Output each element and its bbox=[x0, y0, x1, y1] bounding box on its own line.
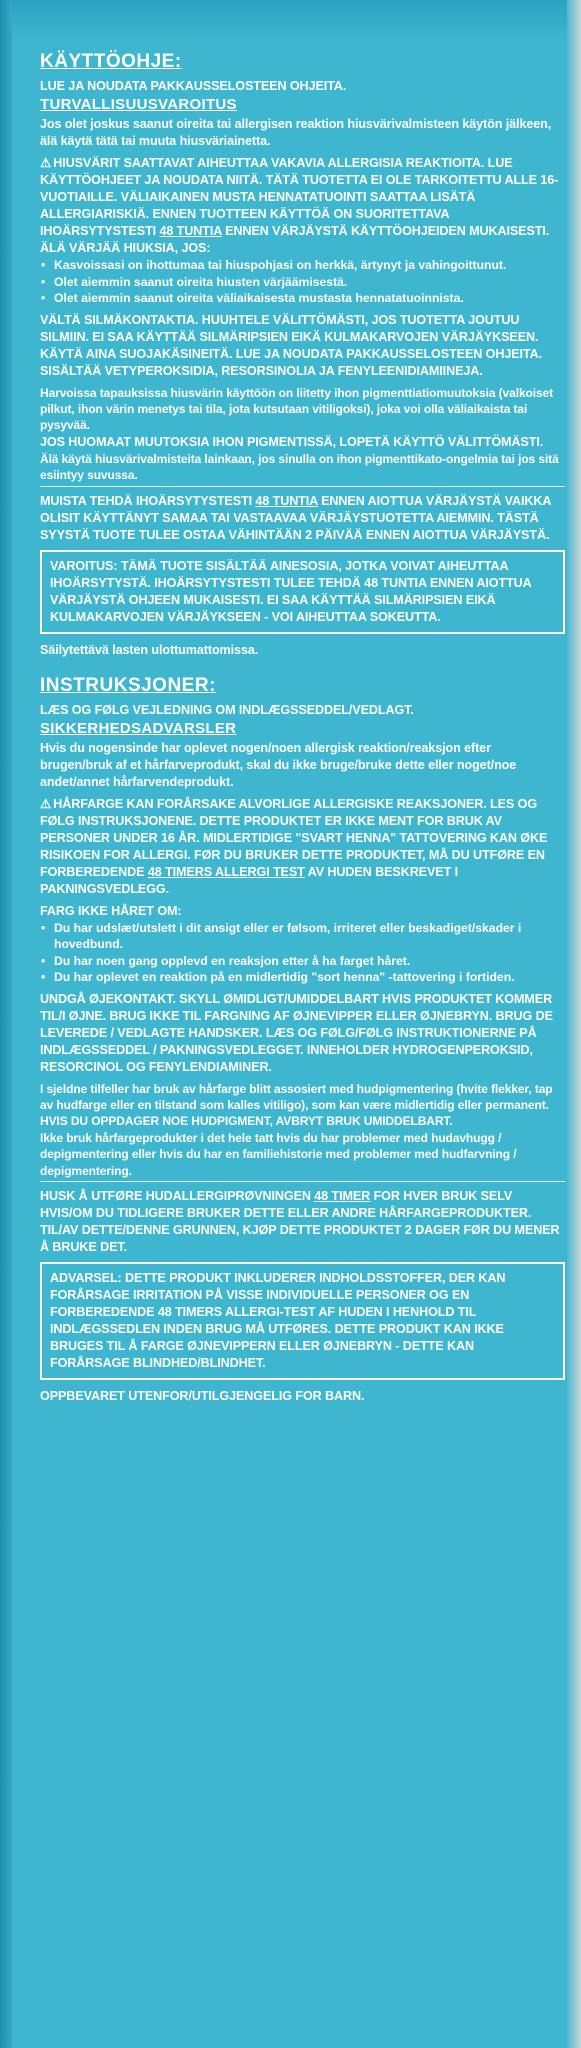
list-item: • Du har oplevet en reaktion på en midlertidig "sort henna" -tattovering i fortiden. bbox=[54, 969, 565, 986]
finnish-box-warning-text: VAROITUS: TÄMÄ TUOTE SISÄLTÄÄ AINESOSIA, JOTKA VOIVAT AIHEUTTAA IHOÄRSYTYSTÄ. IHOÄRSYTYSTESTI TULEE TEHDÄ 48 TUNTIA ENNEN AIOTTUA VÄRJÄYSTÄ OHJEEN MUKAISESTI. EI SAA KÄYTTÄÄ SILMÄRIPSIEN EIKÄ KULMAKARVOJEN VÄRJÄYKSEEN - VOI AIHEUTTAA SOKEUTTA. bbox=[50, 558, 532, 624]
list-item: • Olet aiemmin saanut oireita väliaikaisesta mustasta hennatatuoinnista. bbox=[54, 290, 565, 307]
finnish-remember-paragraph: MUISTA TEHDÄ IHOÄRSYTYSTESTI 48 TUNTIA ENNEN AIOTTUA VÄRJÄYSTÄ VAIKKA OLISIT KÄYTTÄNYT SAMAA TAI VASTAAVAA VÄRJÄYSTUOTETTA AIEMMIN. TÄSTÄ SYYSTÄ TUOTE TULEE OSTAA VÄHINTÄÄN 2 PÄIVÄÄ ENNEN AIOTTUA VÄRJÄYSTÄ. bbox=[40, 493, 551, 542]
finnish-do-not-color-list bbox=[40, 257, 565, 307]
package-right-edge bbox=[567, 0, 581, 2048]
finnish-pigment-advice: Älä käytä hiusvärivalmisteita lainkaan, jos sinulla on ihon pigmenttikato-ongelmia tai jos sitä esiintyy suvussa. bbox=[40, 451, 559, 483]
finnish-pigment-paragraph: Harvoissa tapauksissa hiusvärin käyttöön on liitetty ihon pigmenttiatiomuutoksia (valkoiset pilkut, ihon värin menetys tai tila, jota kutsutaan vitiligoksi), joka voi olla väliaikaista tai pysyvää. bbox=[40, 385, 554, 433]
package-top-edge bbox=[0, 0, 581, 40]
list-item: • Du har noen gang opplevd en reaksjon etter å ha farget håret. bbox=[54, 953, 565, 970]
norwegian-allergy-paragraph: Hvis du nogensinde har oplevet nogen/noen allergisk reaktion/reaksjon efter brugen/bruk af et hårfarveprodukt, skal du ikke bruge/bruke dette eller noget/noe andet/annet hårfarvendeprodukt. bbox=[40, 740, 517, 789]
finnish-section bbox=[40, 50, 565, 659]
finnish-safety-heading: TURVALLISUUSVAROITUS bbox=[40, 96, 237, 113]
finnish-warning-box bbox=[40, 550, 565, 634]
norwegian-safety-heading: SIKKERHEDSADVARSLER bbox=[40, 719, 237, 737]
list-item: • Kasvoissasi on ihottumaa tai hiuspohjasi on herkkä, ärtynyt ja vahingoittunut. bbox=[54, 257, 565, 274]
divider bbox=[40, 486, 565, 487]
norwegian-box-warning-text: ADVARSEL: DETTE PRODUKT INKLUDERER INDHOLDSSTOFFER, DER KAN FORÅRSAGE IRRITATION PÅ VISSE INDIVIDUELLE PERSONER OG EN FORBEREDENDE 48 TIMERS ALLERGI-TEST AF HUDEN I HENHOLD TIL INDLÆGSSEDLEN INDEN BRUG MÅ UTFØRES. DETTE PRODUKT KAN IKKE BRUGES TIL Å FARGE ØJNEVIPPERN ELLER ØJNEBRYN - DETTE KAN FORÅRSAGE BLINDHED/BLINDHET. bbox=[50, 1270, 506, 1370]
list-item: • Olet aiemmin saanut oireita hiusten värjäämisestä. bbox=[54, 274, 565, 291]
norwegian-remember-paragraph: HUSK Å UTFØRE HUDALLERGIPRØVNINGEN 48 TIMER FOR HVER BRUK SELV HVIS/OM DU TIDLIGERE BRUKER DETTE ELLER ANDRE HÅRFARGEPRODUKTER. TIL/AV DETTE/DENNE GRUNNEN, KJØP DETTE PRODUKTET 2 DAGER FØR DU MENER Å BRUKE DET. bbox=[40, 1188, 560, 1254]
package-left-edge bbox=[0, 0, 12, 2048]
warning-icon: ⚠ bbox=[40, 156, 52, 170]
norwegian-do-not-color-list bbox=[40, 920, 565, 986]
norwegian-read-instructions: LÆS OG FØLG VEJLEDNING OM INDLÆGSSEDDEL/VEDLAGT. bbox=[40, 702, 414, 717]
finnish-warning-paragraph: ⚠ HIUSVÄRIT SAATTAVAT AIHEUTTAA VAKAVIA ALLERGISIA REAKTIOITA. LUE KÄYTTÖOHJEET JA NOUDATA NIITÄ. TÄTÄ TUOTETTA EI OLE TARKOITETTU ALLE 16-VUOTIAILLE. VÄLIAIKAINEN MUSTA HENNATATUOINTI SAATTAA LISÄTÄ ALLERGIARISKIÄ. ENNEN TUOTTEEN KÄYTTÖÄ ON SUORITETTAVA IHOÄRSYTYSTESTI 48 TUNTIA ENNEN VÄRJÄYSTÄ KÄYTTÖOHJEIDEN MUKAISESTI. bbox=[40, 156, 559, 238]
finnish-read-instructions: LUE JA NOUDATA PAKKAUSSELOSTEEN OHJEITA. bbox=[40, 79, 347, 93]
norwegian-heading: INSTRUKSJONER: bbox=[40, 674, 216, 696]
divider bbox=[40, 1181, 565, 1182]
finnish-pigment-stop: JOS HUOMAAT MUUTOKSIA IHON PIGMENTISSÄ, LOPETÄ KÄYTTÖ VÄLITTÖMÄSTI. bbox=[40, 434, 544, 449]
norwegian-do-not-color-heading: FARG IKKE HÅRET OM: bbox=[40, 903, 182, 918]
warning-icon: ⚠ bbox=[40, 796, 52, 811]
finnish-do-not-color-heading: ÄLÄ VÄRJÄÄ HIUKSIA, JOS: bbox=[40, 241, 211, 255]
instructions-panel bbox=[40, 44, 565, 2048]
norwegian-eye-contact-paragraph: UNDGÅ ØJEKONTAKT. SKYLL ØMIDLIGT/UMIDDELBART HVIS PRODUKTET KOMMER TIL/I ØJNE. BRUG IKKE TIL FARGNING AF ØJNEVIPPER ELLER ØJNEBRYN. BRUG DE LEVEREDE / VEDLAGTE HANDSKER. LÆS OG FØLG/FØLG INSTRUKTIONERNE PÅ INDLÆGSSEDDEL / PAKNINGSVEDLEGGET. INNEHOLDER HYDROGENPEROKSID, RESORCINOL OG FENYLENDIAMINER. bbox=[40, 991, 553, 1074]
finnish-eye-contact-paragraph: VÄLTÄ SILMÄKONTAKTIA. HUUHTELE VÄLITTÖMÄSTI, JOS TUOTETTA JOUTUU SILMIIN. EI SAA KÄYTTÄÄ SILMÄRIPSIEN EIKÄ KULMAKARVOJEN VÄRJÄYKSEEN. KÄYTÄ AINA SUOJAKÄSINEITÄ. LUE JA NOUDATA PAKKAUSSELOSTEEN OHJEITA. SISÄLTÄÄ VETYPEROKSIDIA, RESORSINOLIA JA FENYLEENIDIAMIINEJA. bbox=[40, 312, 542, 378]
norwegian-storage: OPPBEVARET UTENFOR/UTILGJENGELIG FOR BARN. bbox=[40, 1388, 365, 1403]
list-item: • Du har udslæt/utslett i dit ansigt eller er følsom, irriteret eller beskadiget/skader i hovedbund. bbox=[54, 920, 565, 953]
finnish-storage: Säilytettävä lasten ulottumattomissa. bbox=[40, 642, 259, 657]
norwegian-section bbox=[40, 674, 565, 1405]
norwegian-warning-box bbox=[40, 1262, 565, 1380]
norwegian-pigment-paragraph: I sjeldne tilfeller har bruk av hårfarge blitt assosiert med hudpigmentering (hvite flekker, tap av hudfarge eller en tilstand som kalles vitiligo), som kan være midlertidig eller permanent. bbox=[40, 1081, 553, 1112]
norwegian-warning-paragraph: ⚠ HÅRFARGE KAN FORÅRSAKE ALVORLIGE ALLERGISKE REAKSJONER. LES OG FØLG INSTRUKSJONENE. DETTE PRODUKTET ER IKKE MENT FOR BRUK AV PERSONER UNDER 16 ÅR. MIDLERTIDIGE "SVART HENNA" TATTOVERING KAN ØKE RISIKOEN FOR ALLERGI. FØR DU BRUKER DETTE PRODUKTET, MÅ DU UTFØRE EN FORBEREDENDE 48 TIMERS ALLERGI TEST AV HUDEN BESKREVET I PAKNINGSVEDLEGG. bbox=[40, 796, 548, 896]
norwegian-pigment-stop: HVIS DU OPPDAGER NOE HUDPIGMENT, AVBRYT BRUK UMIDDELBART. bbox=[40, 1114, 453, 1129]
finnish-allergy-paragraph: Jos olet joskus saanut oireita tai allergisen reaktion hiusvärivalmisteen käytön jälkeen, älä käytä tätä tai muuta hiusväriainetta. bbox=[40, 117, 552, 148]
norwegian-pigment-advice: Ikke bruk hårfargeprodukter i det hele tatt hvis du har problemer med hudavhugg / depigmentering eller hvis du har en familiehistorie med problemer med hudfarvning / depigmentering. bbox=[40, 1130, 517, 1178]
finnish-heading: KÄYTTÖOHJE: bbox=[40, 51, 182, 72]
